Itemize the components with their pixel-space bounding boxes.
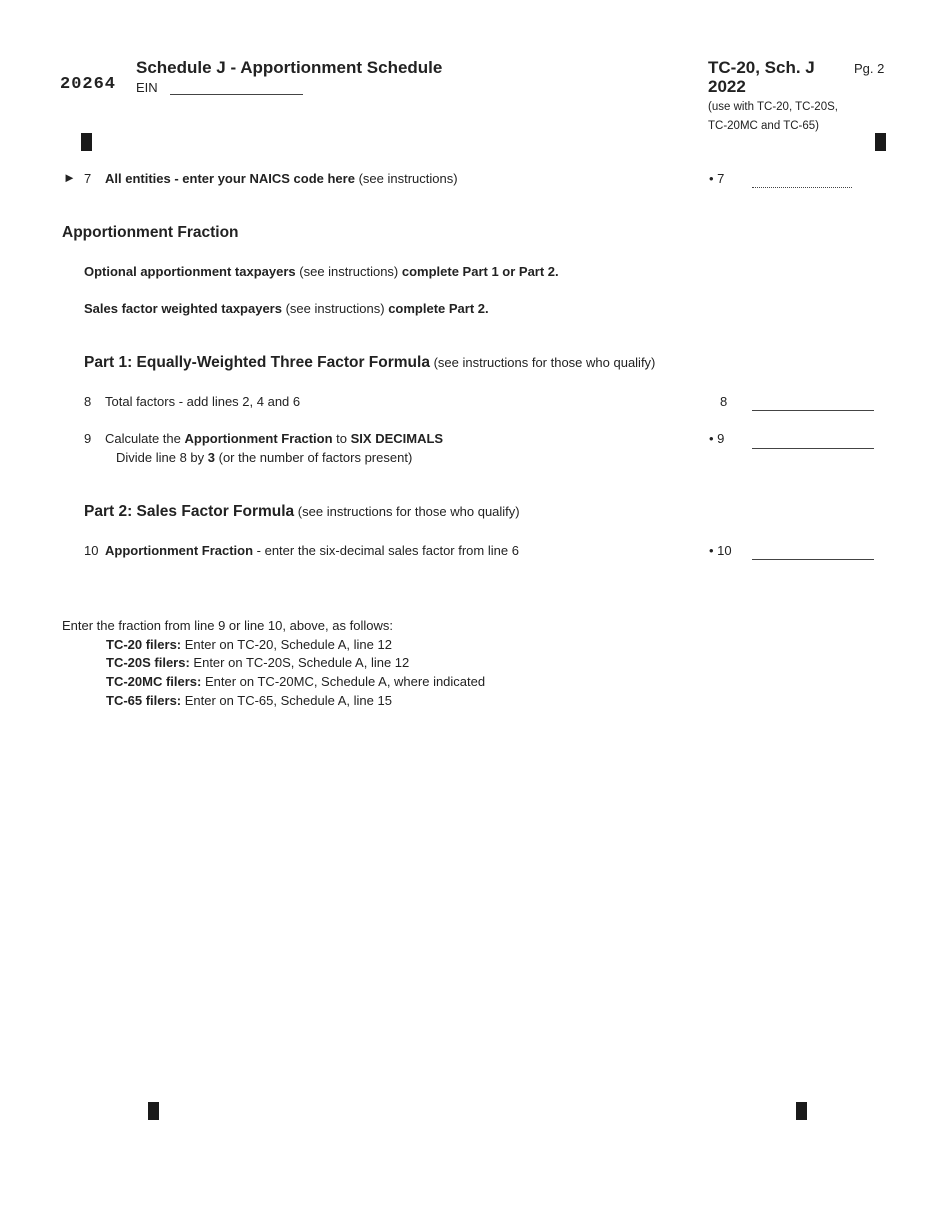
instruction-item-filer: TC-20MC filers: (106, 674, 202, 690)
sales-tail: complete Part 2. (388, 301, 489, 316)
page-title: Schedule J - Apportionment Schedule (136, 58, 443, 77)
filing-instructions (62, 617, 485, 711)
instruction-item-filer: TC-65 filers: (106, 692, 182, 708)
instruction-item-filer: TC-20S filers: (106, 655, 190, 671)
sales-bold: Sales factor weighted taxpayers (84, 301, 282, 316)
line-8-label: Total factors - add lines 2, 4 and 6 (105, 394, 301, 409)
part-2-subtitle: (see instructions for those who qualify) (294, 504, 520, 519)
line-9-field[interactable] (752, 448, 874, 449)
page-number: Pg. 2 (854, 61, 885, 76)
instruction-item-text: Enter on TC-65, Schedule A, line 15 (181, 692, 392, 708)
part-1-subtitle: (see instructions for those who qualify) (429, 355, 656, 370)
part-1-title: Part 1: Equally-Weighted Three Factor Formula (84, 354, 430, 371)
line-8-right-number: 8 (720, 394, 728, 409)
instruction-item (62, 673, 485, 692)
optional-mid: (see instructions) (295, 264, 402, 279)
part-2-heading (84, 503, 520, 521)
line-10-rest: - enter the six-decimal sales factor from line 6 (253, 543, 519, 558)
line-10-right-number: • 10 (709, 543, 732, 558)
line-7-label-bold: All entities - enter your NAICS code here (105, 171, 355, 186)
use-with-line-2: TC-20MC and TC-65) (708, 120, 819, 132)
line-10-label (105, 543, 519, 558)
optional-tail: complete Part 1 or Part 2. (401, 264, 559, 279)
line-7-right-number: • 7 (709, 171, 725, 186)
form-id-block (708, 58, 815, 96)
instruction-item-text: Enter on TC-20, Schedule A, line 12 (181, 636, 392, 652)
line-9-sub-b: 3 (207, 450, 216, 465)
line-9-sub-a: Divide line 8 by (116, 450, 208, 465)
instruction-item (62, 654, 485, 673)
registration-mark-bottom-right (796, 1102, 807, 1120)
sales-taxpayers-note (84, 301, 489, 316)
instruction-item (62, 692, 485, 711)
tax-year: 2022 (708, 77, 746, 96)
registration-mark-bottom-left (148, 1102, 159, 1120)
instruction-item-text: Enter on TC-20S, Schedule A, line 12 (189, 655, 410, 671)
line-9-sub-c: (or the number of factors present) (215, 450, 413, 465)
form-id: TC-20, Sch. J (708, 58, 815, 77)
line-7-label (105, 171, 458, 186)
optional-bold: Optional apportionment taxpayers (84, 264, 296, 279)
apportionment-heading: Apportionment Fraction (62, 224, 239, 241)
line-7-number: 7 (84, 171, 92, 186)
instruction-item-text: Enter on TC-20MC, Schedule A, where indicated (201, 674, 486, 690)
form-number: 20264 (60, 75, 117, 94)
line-9-number: 9 (84, 431, 92, 446)
line-9-label (105, 431, 443, 446)
line-9-sub (116, 450, 412, 465)
line-7-label-rest: (see instructions) (354, 171, 458, 186)
instruction-item-filer: TC-20 filers: (106, 636, 182, 652)
use-with-note (708, 98, 838, 136)
line-10-number: 10 (84, 543, 99, 558)
line-9-right-number: • 9 (709, 431, 725, 446)
line-9-d: SIX DECIMALS (350, 431, 444, 446)
ein-field[interactable] (170, 94, 303, 95)
naics-code-field[interactable] (752, 187, 852, 188)
line-10-bold: Apportionment Fraction (105, 543, 254, 558)
registration-mark-top-left (81, 133, 92, 151)
part-1-heading (84, 354, 655, 372)
instruction-item (62, 636, 485, 655)
instructions-intro: Enter the fraction from line 9 or line 10, above, as follows: (62, 618, 393, 633)
line-10-field[interactable] (752, 559, 874, 560)
line-9-c: to (332, 431, 351, 446)
sales-mid: (see instructions) (281, 301, 389, 316)
registration-mark-top-right (875, 133, 886, 151)
line-8-number: 8 (84, 394, 92, 409)
line-8-field[interactable] (752, 410, 874, 411)
ein-label: EIN (136, 80, 158, 95)
optional-taxpayers-note (84, 264, 559, 279)
use-with-line-1: (use with TC-20, TC-20S, (708, 101, 838, 113)
line-9-b: Apportionment Fraction (184, 431, 333, 446)
part-2-title: Part 2: Sales Factor Formula (84, 503, 295, 520)
line-9-a: Calculate the (105, 431, 185, 446)
line-7-arrow-icon: ► (63, 170, 76, 185)
